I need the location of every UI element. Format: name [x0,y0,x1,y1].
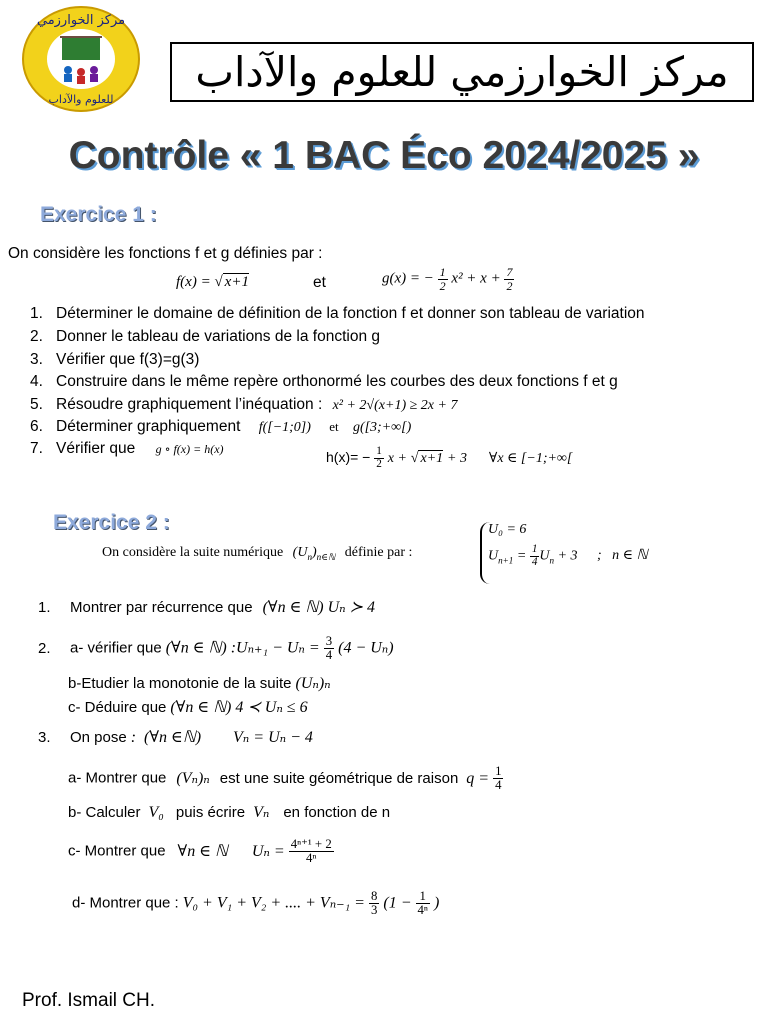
school-logo [20,4,142,114]
h-domain: ∀x ∈ [−1;+∞[ [488,450,573,466]
item-text: Vérifier que [56,440,136,457]
item-text: Déterminer graphiquement [56,418,241,435]
item-text: a- vérifier que [70,639,162,657]
frac2-num: 1 [419,889,426,903]
g-frac-num: 1 [439,265,446,279]
item-text3: en fonction de n [283,804,391,821]
item-math: x² + 2√(x+1) ≥ 2x + 7 [332,398,458,413]
item-text: c- Déduire que [68,699,167,716]
h-prefix: h(x)= − [326,448,371,465]
item-number: 3. [38,729,51,746]
item-et: et [329,419,339,434]
item-math-g: g([3;+∞[) [352,420,412,435]
item-text: Construire dans le même repère orthonormé les courbes des deux fonctions f et g [56,373,618,390]
item-number: 1. [38,599,51,616]
frac-den: 4 [325,648,333,663]
item-number: 6. [30,418,43,435]
ex1-item-4 [30,373,618,391]
ex2-item-2c [68,697,308,717]
f-definition: f(x) = √ x+1 [176,274,249,290]
item-frac [493,765,503,793]
item-math: (∀n ∈ ℕ) Uₙ ≻ 4 [262,599,376,616]
item-text: On pose [70,729,127,746]
and-label: et [313,274,326,291]
frac-num: 1 [495,764,502,778]
n-in-N-text: n ∈ ℕ [612,548,648,563]
frac-num: 3 [325,634,333,648]
frac-den: 3 [370,903,378,918]
item-text: b- Calculer [68,804,141,821]
item-text: d- Montrer que : [72,894,179,912]
exercise2-title: Exercice 2 : [53,511,170,534]
h-frac-num: 1 [376,445,382,457]
item-text: a- Montrer que [68,769,167,787]
h-mid: x + [387,450,407,466]
sequence-definition [480,522,578,584]
item-math: (Vₙ)ₙ [176,769,210,787]
item-math-end: (4 − Uₙ) [338,639,394,657]
item-frac [289,838,334,866]
item-number: 7. [30,440,43,457]
item-text: Donner le tableau de variations de la fonction g [56,328,380,345]
h-frac-den: 2 [376,457,382,470]
ex2-item-2b [68,673,331,693]
g-frac2-num: 7 [506,265,513,279]
h-frac [374,446,384,471]
item-math: (∀n ∈ ℕ) :Uₙ₊₁ − Uₙ = [165,639,320,657]
logo-text-bottom: للعلوم والآداب [48,93,114,106]
g-def-mid: x² + x + [451,270,501,287]
h-definition: h(x)= − $\frac{1}{2}$ x + √ x+1 + 3 ∀x ∈ [−1;+∞[ [326,445,573,470]
frac-den: 4 [495,778,502,793]
item-number: 2. [30,328,43,345]
h-end: + 3 [447,450,467,466]
ex1-item-6 [30,418,411,436]
f-def-radicand: x+1 [224,274,249,290]
ex2-item-3d [72,890,439,918]
item-math: : (∀n ∈ℕ) Vₙ = Uₙ − 4 [130,729,313,746]
g-frac-den: 2 [439,278,446,293]
ex1-item-2 [30,328,380,346]
item-math: (∀n ∈ ℕ) 4 ≺ Uₙ ≤ 6 [170,699,308,716]
item-math-end-a: (1 − [383,894,412,912]
f-def-lhs: f(x) = [176,274,215,290]
ex2-item-3 [38,727,313,747]
ex2-item-3c [68,838,334,866]
item-number: 2. [38,639,51,657]
frac-num: 4ⁿ⁺¹ + 2 [290,837,332,851]
ex2-intro-text: On considère la suite numérique [102,545,284,560]
frac-num: 8 [370,889,378,903]
exercise1-title: Exercice 1 : [40,203,157,226]
ex2-item-3b [68,802,390,822]
item-math-f: f([−1;0]) [258,420,311,435]
item-math: V₀ + V₁ + V₂ + .... + Vₙ₋₁ = [182,894,365,912]
recurrence-relation: $U_{n+1}$ = $\frac{1}{4}$ $U_n + 3$ [488,543,578,568]
frac2-den: 4ⁿ [417,903,428,918]
g-frac-seven-half [504,266,514,292]
g-frac2-den: 2 [506,278,513,293]
item-text: Vérifier que f(3)=g(3) [56,351,200,368]
item-frac2 [416,890,430,918]
item-math2: q = [466,769,490,787]
ex1-item-1 [30,305,645,323]
u0-value: U₀ = 6 [488,522,527,537]
item-text: Déterminer le domaine de définition de la fonction f et donner son tableau de variation [56,305,645,322]
frac-den: 4ⁿ [289,851,334,865]
item-text2: est une suite géométrique de raison [219,769,459,787]
h-radicand: x+1 [420,450,444,466]
item-text: Résoudre graphiquement l’inéquation : [56,396,323,413]
ex2-intro-end: définie par : [344,545,413,560]
item-text: Montrer par récurrence que [70,599,253,616]
item-text: b-Etudier la monotonie de la suite [68,675,292,692]
author-signature: Prof. Ismail CH. [22,990,156,1011]
exercise2-intro: On considère la suite numérique $(U_n)_{n\in ℕ}$ définie par : [102,545,413,562]
item-frac [324,635,334,663]
item-number: 3. [30,351,43,368]
ex2-item-2a [38,635,394,663]
ex1-item-3 [30,351,199,369]
logo-text-top: مركز الخوارزمي [36,13,126,28]
g-frac-half [438,266,448,292]
n-in-N: ; n ∈ ℕ [597,548,648,563]
item-math: (Uₙ)ₙ [295,675,331,692]
ex2-item-1 [38,597,375,617]
item-math: g ∘ f(x) = h(x) [155,442,224,456]
item-math2: Vₙ [253,804,270,821]
item-math: V₀ [148,804,164,821]
item-math: ∀n ∈ ℕ Uₙ = [177,842,285,860]
exercise1-intro: On considère les fonctions f et g définies par : [8,245,323,262]
ex1-item-7 [30,440,224,458]
school-name-box [170,42,754,102]
item-math-end-b: ) [433,894,440,912]
school-name: مركز الخوارزمي للعلوم والآداب [195,48,729,96]
item-text: c- Montrer que [68,842,166,860]
item-number: 1. [30,305,43,322]
ex2-item-3a [68,765,503,793]
item-text2: puis écrire [175,804,246,821]
item-number: 5. [30,396,43,413]
ex1-item-5 [30,396,457,414]
g-definition [382,266,514,292]
item-frac [369,890,379,918]
item-number: 4. [30,373,43,390]
g-def-lhs: g(x) = − [382,270,434,287]
page-title: Contrôle « 1 BAC Éco 2024/2025 » [68,134,700,177]
